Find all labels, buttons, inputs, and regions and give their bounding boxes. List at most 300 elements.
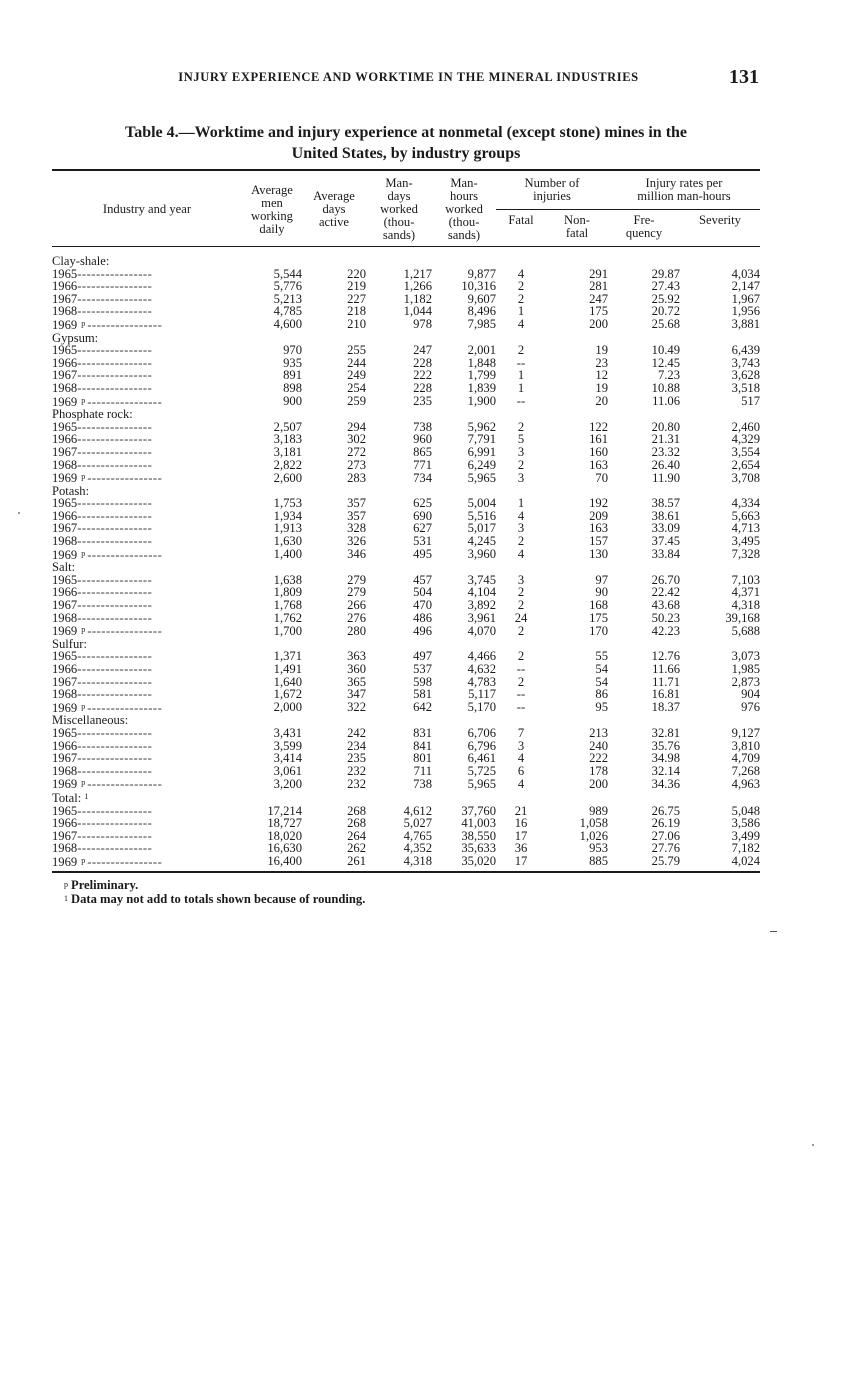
year-label: 1966 — [52, 508, 78, 523]
header-average-days — [302, 170, 366, 247]
header-nonfatal-line1: Non- — [564, 212, 590, 227]
year-label: 1966 — [52, 585, 78, 600]
cell-days: 347 — [347, 687, 366, 702]
year-cell — [52, 459, 242, 472]
cell-freq: 38.57 — [651, 496, 680, 511]
table-row — [52, 459, 760, 472]
cell-sev: 4,034 — [731, 266, 760, 281]
table-row — [52, 855, 760, 872]
year-label: 1967 — [52, 368, 78, 383]
year-label: 1969 — [52, 547, 78, 562]
header-injuries-line1: Number of — [524, 176, 580, 190]
cell-freq: 33.84 — [651, 547, 680, 562]
table-row — [52, 752, 760, 765]
cell-men: 1,768 — [273, 598, 302, 613]
header-men-line2: men — [261, 195, 283, 210]
cell-fatal: 2 — [517, 674, 525, 689]
cell-manhours: 4,245 — [467, 534, 496, 549]
cell-sev: 4,963 — [731, 776, 760, 791]
cell-freq: 32.81 — [651, 725, 680, 740]
cell-manhours: 1,900 — [467, 394, 496, 409]
year-label: 1968 — [52, 534, 78, 549]
header-man-days — [366, 170, 432, 247]
cell-nonfatal: 70 — [595, 470, 608, 485]
year-cell — [52, 395, 242, 409]
footnote-preliminary-text: Preliminary. — [71, 878, 139, 892]
cell-freq: 23.32 — [651, 444, 680, 459]
leader-dots: ---------------- — [77, 572, 153, 587]
header-injury-rates — [608, 170, 760, 209]
cell-days: 268 — [347, 803, 366, 818]
cell-days: 227 — [347, 291, 366, 306]
cell-days: 232 — [347, 763, 366, 778]
cell-sev: 3,554 — [731, 444, 760, 459]
cell-freq: 34.36 — [651, 776, 680, 791]
year-cell — [52, 612, 242, 625]
year-label: 1968 — [52, 380, 78, 395]
cell-nonfatal: 281 — [589, 279, 608, 294]
table-row — [52, 612, 760, 625]
header-mandays-line3: worked — [380, 202, 418, 216]
cell-mandays: 642 — [413, 700, 432, 715]
industry-group-name: Total: — [52, 790, 82, 805]
year-label: 1968 — [52, 610, 78, 625]
cell-manhours: 3,960 — [467, 547, 496, 562]
header-mandays-line4: (thou- — [383, 215, 415, 229]
preliminary-marker: p — [81, 472, 86, 482]
cell-freq: 10.49 — [651, 343, 680, 358]
year-label: 1969 — [52, 777, 78, 792]
cell-sev: 5,688 — [731, 623, 760, 638]
cell-sev: 2,654 — [731, 457, 760, 472]
cell-men: 1,934 — [273, 508, 302, 523]
cell-fatal: 4 — [517, 508, 525, 523]
cell-men: 1,672 — [273, 687, 302, 702]
cell-fatal: 2 — [517, 585, 525, 600]
cell-nonfatal: 209 — [589, 508, 608, 523]
cell-fatal: 16 — [514, 816, 528, 831]
cell-freq: 32.14 — [651, 763, 680, 778]
leader-dots: ---------------- — [77, 751, 153, 766]
cell-fatal: -- — [516, 394, 526, 409]
caption-line-2: United States, by industry groups — [291, 145, 521, 162]
cell-manhours: 6,796 — [467, 738, 496, 753]
cell-freq: 12.45 — [651, 355, 680, 370]
header-men-line3: working — [251, 208, 293, 223]
cell-sev: 3,881 — [731, 317, 760, 332]
table-row — [52, 624, 760, 638]
cell-fatal: 21 — [514, 803, 528, 818]
cell-mandays: 497 — [413, 649, 432, 664]
cell-fatal: 1 — [517, 380, 525, 395]
industry-group-name: Sulfur: — [52, 636, 87, 651]
cell-days: 234 — [347, 738, 366, 753]
cell-days: 210 — [347, 317, 366, 332]
cell-freq: 20.80 — [651, 419, 680, 434]
preliminary-marker: p — [81, 701, 86, 711]
leader-dots: ---------------- — [77, 508, 153, 523]
cell-manhours: 35,633 — [461, 841, 496, 856]
leader-dots: ---------------- — [77, 649, 153, 664]
cell-freq: 11.06 — [652, 394, 680, 409]
header-manhours-line2: hours — [450, 189, 478, 203]
cell-manhours: 3,745 — [467, 572, 496, 587]
cell-nonfatal: 19 — [595, 343, 608, 358]
cell-mandays: 734 — [413, 470, 432, 485]
cell-manhours: 6,249 — [467, 457, 496, 472]
cell-days: 261 — [302, 855, 366, 872]
cell-days: 357 — [347, 508, 366, 523]
leader-dots: ---------------- — [87, 471, 163, 486]
table-row — [52, 688, 760, 701]
preliminary-marker: p — [81, 318, 86, 328]
footnote-mark-1: 1 — [64, 894, 68, 903]
table-row — [52, 305, 760, 318]
cell-days: 255 — [347, 343, 366, 358]
year-label: 1968 — [52, 304, 78, 319]
cell-freq: 27.76 — [651, 841, 680, 856]
cell-manhours: 9,877 — [467, 266, 496, 281]
cell-mandays: 690 — [413, 508, 432, 523]
cell-nonfatal: 95 — [595, 700, 608, 715]
year-label: 1965 — [52, 496, 78, 511]
table-body — [52, 247, 760, 872]
year-label: 1967 — [52, 521, 78, 536]
cell-manhours: 5,170 — [467, 700, 496, 715]
cell-mandays: 831 — [413, 725, 432, 740]
cell-freq: 11.90 — [652, 470, 680, 485]
year-cell — [52, 305, 242, 318]
cell-fatal: 2 — [517, 343, 525, 358]
header-injuries-line2: injuries — [533, 189, 571, 203]
cell-manhours: 6,991 — [467, 444, 496, 459]
cell-mandays: 228 — [413, 355, 432, 370]
year-cell — [52, 548, 242, 562]
year-label: 1968 — [52, 763, 78, 778]
cell-days: 279 — [347, 585, 366, 600]
cell-mandays: 222 — [413, 368, 432, 383]
leader-dots: ---------------- — [77, 444, 153, 459]
cell-nonfatal: 90 — [595, 585, 608, 600]
cell-sev: 3,073 — [731, 649, 760, 664]
cell-freq: 26.19 — [651, 816, 680, 831]
year-cell — [52, 701, 242, 715]
cell-mandays: 4,352 — [403, 841, 432, 856]
footnote-reference: 1 — [84, 791, 89, 801]
cell-mandays: 495 — [413, 547, 432, 562]
industry-group-name: Phosphate rock: — [52, 407, 133, 422]
cell-men: 1,630 — [273, 534, 302, 549]
cell-sev: 976 — [741, 700, 760, 715]
leader-dots: ---------------- — [77, 687, 153, 702]
cell-fatal: 2 — [517, 534, 525, 549]
cell-nonfatal: 163 — [589, 457, 608, 472]
cell-sev: 9,127 — [731, 725, 760, 740]
cell-men: 1,762 — [273, 610, 302, 625]
cell-nonfatal: 86 — [595, 687, 608, 702]
cell-freq: 26.70 — [651, 572, 680, 587]
cell-sev: 4,024 — [680, 855, 760, 872]
year-label: 1969 — [52, 624, 78, 639]
cell-nonfatal: 222 — [589, 751, 608, 766]
cell-days: 244 — [347, 355, 366, 370]
header-manhours-line1: Man- — [450, 176, 478, 190]
cell-mandays: 627 — [413, 521, 432, 536]
preliminary-marker: p — [81, 395, 86, 405]
cell-men: 3,181 — [273, 444, 302, 459]
cell-days: 302 — [347, 432, 366, 447]
cell-freq: 11.71 — [652, 674, 680, 689]
cell-nonfatal: 247 — [589, 291, 608, 306]
cell-mandays: 1,044 — [403, 304, 432, 319]
cell-manhours: 2,001 — [467, 343, 496, 358]
year-label: 1969 — [52, 471, 78, 486]
cell-manhours: 3,961 — [467, 610, 496, 625]
table-row — [52, 842, 760, 855]
cell-sev: 3,743 — [731, 355, 760, 370]
industry-group-label — [52, 791, 760, 805]
cell-days: 259 — [347, 394, 366, 409]
cell-fatal: 4 — [517, 751, 525, 766]
cell-men: 2,000 — [273, 700, 302, 715]
leader-dots: ---------------- — [77, 598, 153, 613]
cell-men: 1,638 — [273, 572, 302, 587]
cell-nonfatal: 885 — [546, 855, 608, 872]
leader-dots: ---------------- — [77, 457, 153, 472]
cell-manhours: 1,839 — [467, 380, 496, 395]
cell-fatal: 5 — [517, 432, 525, 447]
cell-sev: 3,586 — [731, 816, 760, 831]
leader-dots: ---------------- — [77, 610, 153, 625]
cell-fatal: 24 — [514, 610, 528, 625]
table-row — [52, 446, 760, 459]
cell-fatal: 3 — [517, 738, 525, 753]
cell-sev: 7,103 — [731, 572, 760, 587]
cell-fatal: -- — [516, 662, 526, 676]
cell-mandays: 865 — [413, 444, 432, 459]
cell-men: 1,913 — [273, 521, 302, 536]
cell-fatal: 3 — [517, 572, 525, 587]
cell-men: 18,020 — [267, 828, 302, 843]
cell-nonfatal: 23 — [595, 355, 608, 370]
cell-manhours: 5,004 — [467, 496, 496, 511]
leader-dots: ---------------- — [87, 317, 163, 332]
cell-men: 5,544 — [273, 266, 302, 281]
cell-fatal: 6 — [517, 763, 525, 778]
year-label: 1965 — [52, 266, 78, 281]
cell-fatal: 2 — [517, 649, 525, 664]
cell-freq: 35.76 — [651, 738, 680, 753]
margin-mark — [770, 931, 777, 932]
leader-dots: ---------------- — [77, 662, 153, 676]
cell-days: 219 — [347, 279, 366, 294]
cell-days: 220 — [347, 266, 366, 281]
cell-men: 1,809 — [273, 585, 302, 600]
cell-sev: 1,985 — [731, 662, 760, 676]
header-rates-line2: million man-hours — [637, 189, 731, 203]
year-label: 1966 — [52, 738, 78, 753]
leader-dots: ---------------- — [77, 585, 153, 600]
cell-mandays: 486 — [413, 610, 432, 625]
cell-nonfatal: 240 — [589, 738, 608, 753]
cell-mandays: 738 — [413, 419, 432, 434]
cell-sev: 6,439 — [731, 343, 760, 358]
cell-nonfatal: 953 — [589, 841, 608, 856]
year-cell — [52, 535, 242, 548]
cell-freq: 16.81 — [651, 687, 680, 702]
cell-nonfatal: 55 — [595, 649, 608, 664]
leader-dots: ---------------- — [77, 803, 153, 818]
cell-fatal: 3 — [517, 470, 525, 485]
table-row — [52, 344, 760, 357]
cell-sev: 4,334 — [731, 496, 760, 511]
leader-dots: ---------------- — [77, 534, 153, 549]
cell-nonfatal: 161 — [589, 432, 608, 447]
cell-days: 242 — [347, 725, 366, 740]
cell-freq: 42.23 — [651, 623, 680, 638]
header-men-line1: Average — [251, 182, 293, 197]
header-number-of-injuries — [496, 170, 608, 209]
cell-nonfatal: 192 — [589, 496, 608, 511]
preliminary-marker: p — [81, 855, 86, 865]
year-label: 1966 — [52, 662, 78, 676]
cell-men: 5,776 — [273, 279, 302, 294]
cell-nonfatal: 130 — [589, 547, 608, 562]
cell-nonfatal: 200 — [589, 317, 608, 332]
cell-sev: 3,518 — [731, 380, 760, 395]
industry-group-name: Miscellaneous: — [52, 713, 129, 728]
cell-manhours: 5,516 — [467, 508, 496, 523]
year-cell — [52, 765, 242, 778]
table-row — [52, 395, 760, 409]
cell-freq: 18.37 — [651, 700, 680, 715]
cell-mandays: 738 — [413, 776, 432, 791]
cell-nonfatal: 163 — [589, 521, 608, 536]
cell-mandays: 496 — [413, 623, 432, 638]
cell-manhours: 5,965 — [467, 776, 496, 791]
cell-nonfatal: 157 — [589, 534, 608, 549]
injury-table — [52, 169, 760, 873]
cell-fatal: -- — [516, 355, 526, 370]
cell-fatal: 2 — [517, 457, 525, 472]
cell-sev: 39,168 — [725, 610, 760, 625]
cell-nonfatal: 170 — [589, 623, 608, 638]
cell-manhours: 8,496 — [467, 304, 496, 319]
cell-mandays: 228 — [413, 380, 432, 395]
leader-dots: ---------------- — [87, 854, 163, 869]
industry-group-name: Potash: — [52, 483, 90, 498]
cell-men: 4,785 — [273, 304, 302, 319]
cell-men: 5,213 — [273, 291, 302, 306]
section-row — [52, 408, 760, 421]
cell-freq: 26.75 — [651, 803, 680, 818]
leader-dots: ---------------- — [77, 279, 153, 294]
running-head: INJURY EXPERIENCE AND WORKTIME IN THE MINERAL INDUSTRIES — [178, 70, 639, 84]
cell-freq: 34.98 — [651, 751, 680, 766]
cell-days: 273 — [347, 457, 366, 472]
cell-freq: 29.87 — [651, 266, 680, 281]
header-days-line1: Average — [313, 189, 355, 203]
year-label: 1965 — [52, 419, 78, 434]
cell-sev: 4,329 — [731, 432, 760, 447]
cell-nonfatal: 20 — [595, 394, 608, 409]
cell-freq: 37.45 — [651, 534, 680, 549]
leader-dots: ---------------- — [77, 419, 153, 434]
cell-men: 900 — [283, 394, 302, 409]
cell-manhours: 5,965 — [467, 470, 496, 485]
cell-days: 279 — [347, 572, 366, 587]
cell-fatal: -- — [516, 700, 526, 715]
cell-days: 363 — [347, 649, 366, 664]
cell-nonfatal: 1,026 — [579, 828, 608, 843]
cell-men: 1,640 — [273, 674, 302, 689]
page-number: 131 — [729, 66, 759, 88]
header-average-men — [242, 170, 302, 247]
year-label: 1965 — [52, 343, 78, 358]
header-frequency — [608, 209, 680, 246]
cell-manhours: 1,799 — [467, 368, 496, 383]
cell-days: 326 — [347, 534, 366, 549]
cell-sev: 1,967 — [731, 291, 760, 306]
leader-dots: ---------------- — [77, 368, 153, 383]
leader-dots: ---------------- — [77, 291, 153, 306]
table-row — [52, 727, 760, 740]
cell-freq: 20.72 — [651, 304, 680, 319]
cell-fatal: 1 — [517, 304, 525, 319]
leader-dots: ---------------- — [87, 547, 163, 562]
year-cell — [52, 382, 242, 395]
cell-men: 2,507 — [273, 419, 302, 434]
cell-days: 272 — [347, 444, 366, 459]
cell-days: 254 — [347, 380, 366, 395]
cell-days: 322 — [347, 700, 366, 715]
cell-days: 249 — [347, 368, 366, 383]
cell-freq: 25.92 — [651, 291, 680, 306]
cell-freq: 11.66 — [652, 662, 680, 676]
cell-nonfatal: 54 — [595, 662, 608, 676]
cell-sev: 7,182 — [731, 841, 760, 856]
cell-freq: 25.79 — [608, 855, 680, 872]
cell-days: 280 — [347, 623, 366, 638]
leader-dots: ---------------- — [77, 841, 153, 856]
header-rates-line1: Injury rates per — [645, 176, 723, 190]
cell-mandays: 4,612 — [403, 803, 432, 818]
cell-men: 3,183 — [273, 432, 302, 447]
leader-dots: ---------------- — [77, 725, 153, 740]
cell-fatal: 4 — [517, 266, 525, 281]
year-label: 1966 — [52, 279, 78, 294]
table-row — [52, 357, 760, 370]
cell-men: 898 — [283, 380, 302, 395]
cell-fatal: 17 — [514, 828, 528, 843]
caption-line-1: Table 4.—Worktime and injury experience at nonmetal (except stone) mines in the — [124, 124, 688, 141]
header-days-line2: days — [322, 202, 346, 216]
year-label: 1966 — [52, 355, 78, 370]
cell-mandays: 625 — [413, 496, 432, 511]
cell-sev: 4,709 — [731, 751, 760, 766]
year-cell — [52, 688, 242, 701]
cell-sev: 3,628 — [731, 368, 760, 383]
year-label: 1965 — [52, 725, 78, 740]
cell-days: 357 — [347, 496, 366, 511]
industry-group-name: Clay-shale: — [52, 254, 110, 268]
cell-fatal: 1 — [517, 496, 525, 511]
cell-men: 3,414 — [273, 751, 302, 766]
cell-nonfatal: 19 — [595, 380, 608, 395]
cell-mandays: 504 — [413, 585, 432, 600]
year-label: 1969 — [52, 854, 78, 869]
year-cell — [52, 318, 242, 332]
